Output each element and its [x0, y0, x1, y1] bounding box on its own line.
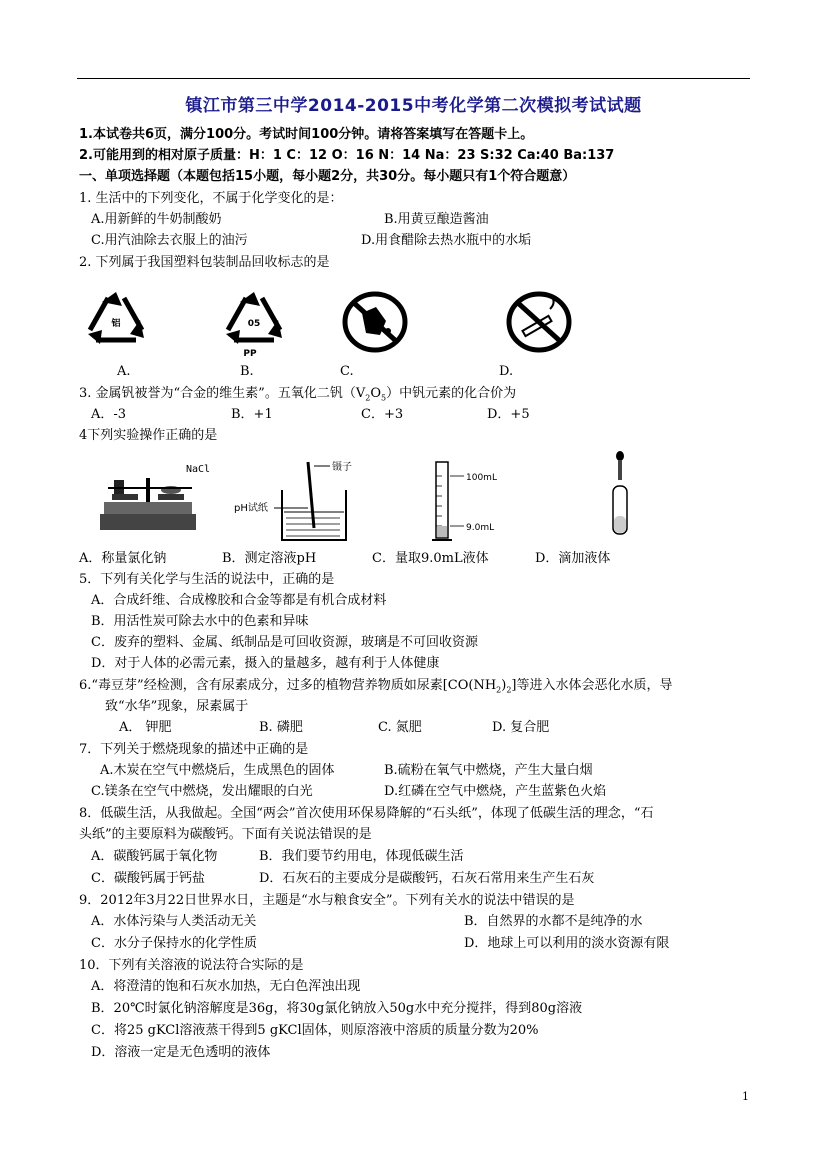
q4-option-b: B．测定溶液pH [222, 551, 317, 566]
q9-stem: 9．2012年3月22日世界水日，主题是“水与粮食安全”。下列有关水的说法中错误的是 [79, 893, 575, 908]
q5-stem: 5．下列有关化学与生活的说法中，正确的是 [79, 572, 335, 587]
q1-option-b: B.用黄豆酿造酱油 [384, 212, 489, 227]
q6-stem: 6.“毒豆芽”经检测，含有尿素成分，过多的植物营养物质如尿素$[CO(NH_2)_2]$等进入水体会恶化水质，导 [79, 678, 673, 695]
ph-test-beaker-icon [234, 456, 354, 542]
q5-option-b: B．用活性炭可除去水中的色素和异味 [91, 614, 309, 629]
q8-option-d: D．石灰石的主要成分是碳酸钙，石灰石常用来生产生石灰 [259, 871, 595, 886]
q7-stem: 7．下列关于燃烧现象的描述中正确的是 [79, 742, 309, 757]
q4-option-c: C．量取9.0mL液体 [372, 551, 489, 566]
q1-option-d: D.用食醋除去热水瓶中的水垢 [361, 233, 532, 248]
q3-option-b: B．+1 [231, 407, 273, 422]
q9-option-a: A．水体污染与人类活动无关 [91, 914, 257, 929]
q8-stem-cont: 头纸”的主要原料为碳酸钙。下面有关说法错误的是 [79, 827, 372, 842]
note-2: 2.可能用到的相对原子质量：H：1 C：12 O：16 N：14 Na：23 S:32 Ca:40 Ba:137 [79, 148, 615, 163]
q2-option-c: C. [340, 364, 354, 379]
page-title: 镇江市第三中学2014-2015中考化学第二次模拟考试试题 [185, 96, 642, 116]
recycle-symbol-aluminum-icon [82, 290, 150, 350]
q3-option-d: D．+5 [487, 407, 530, 422]
q8-option-c: C．碳酸钙属于钙盐 [91, 871, 205, 886]
q8-stem: 8．低碳生活，从我做起。全国“两会”首次使用环保易降解的“石头纸”，体现了低碳生活的理念，“石 [79, 806, 654, 821]
q10-option-a: A．将澄清的饱和石灰水加热，无白色浑浊出现 [91, 979, 361, 994]
q6-option-d: D. 复合肥 [492, 720, 550, 735]
balance-scale-icon [96, 458, 218, 534]
balance-label-nacl: NaCl [186, 464, 211, 475]
page-number: 1 [742, 1090, 749, 1103]
q4-option-a: A．称量氯化钠 [79, 551, 167, 566]
q7-option-c: C.镁条在空气中燃烧，发出耀眼的白光 [91, 784, 313, 799]
recycle-aluminum-label: 铝 [111, 319, 121, 329]
q4-option-d: D．滴加液体 [535, 551, 611, 566]
q10-option-c: C．将25 gKCl溶液蒸干得到5 gKCl固体，则原溶液中溶质的质量分数为20% [91, 1023, 539, 1038]
q6-stem-cont: 致“水华”现象，尿素属于 [105, 699, 249, 714]
recycle-symbol-pp-icon [220, 290, 288, 358]
q10-stem: 10．下列有关溶液的说法符合实际的是 [79, 958, 304, 973]
q3-option-a: A．-3 [91, 407, 127, 422]
note-1: 1.本试卷共6页，满分100分。考试时间100分钟。请将答案填写在答题卡上。 [79, 127, 534, 142]
q6-option-c: C. 氮肥 [378, 720, 422, 735]
recycle-pp-label: PP [243, 349, 257, 358]
q1-option-c: C.用汽油除去衣服上的油污 [91, 233, 248, 248]
q5-option-d: D．对于人体的必需元素，摄入的量越多，越有利于人体健康 [91, 656, 440, 671]
q2-option-d: D. [499, 364, 514, 379]
cylinder-label-100ml: 100mL [466, 473, 497, 483]
q6-option-b: B. 磷肥 [259, 720, 303, 735]
q8-option-a: A．碳酸钙属于氧化物 [91, 849, 218, 864]
q10-option-d: D．溶液一定是无色透明的液体 [91, 1045, 271, 1060]
q9-option-b: B．自然界的水都不是纯净的水 [464, 914, 643, 929]
graduated-cylinder-icon [432, 460, 512, 544]
tweezers-label: 镊子 [332, 462, 352, 473]
q10-option-b: B．20℃时氯化钠溶解度是36g，将30g氯化钠放入50g水中充分搅拌，得到80g溶液 [91, 1001, 583, 1016]
recycle-pp-number: 05 [247, 319, 261, 329]
q4-stem: 4下列实验操作正确的是 [79, 428, 218, 443]
q9-option-c: C．水分子保持水的化学性质 [91, 936, 257, 951]
cylinder-label-9ml: 9.0mL [466, 523, 495, 533]
section-heading: 一、单项选择题（本题包括15小题，每小题2分，共30分。每小题只有1个符合题意） [79, 169, 576, 184]
q7-option-a: A.木炭在空气中燃烧后，生成黑色的固体 [100, 763, 335, 778]
q2-stem: 2. 下列属于我国塑料包装制品回收标志的是 [79, 255, 330, 270]
no-smoking-sign-icon [506, 291, 572, 353]
no-littering-sign-icon [342, 291, 408, 353]
q7-option-d: D.红磷在空气中燃烧，产生蓝紫色火焰 [384, 784, 607, 799]
q1-option-a: A.用新鲜的牛奶制酸奶 [91, 212, 222, 227]
q1-stem: 1. 生活中的下列变化，不属于化学变化的是： [79, 191, 343, 206]
q2-option-a: A. [117, 364, 131, 379]
ph-paper-label: pH试纸 [234, 503, 268, 514]
q5-option-c: C．废弃的塑料、金属、纸制品是可回收资源，玻璃是不可回收资源 [91, 635, 478, 650]
header-rule [77, 78, 750, 79]
q7-option-b: B.硫粉在氧气中燃烧，产生大量白烟 [384, 763, 593, 778]
q9-option-d: D．地球上可以利用的淡水资源有限 [464, 936, 670, 951]
q2-option-b: B. [240, 364, 254, 379]
q8-option-b: B．我们要节约用电，体现低碳生活 [259, 849, 464, 864]
q3-option-c: C．+3 [361, 407, 404, 422]
dropper-test-tube-icon [605, 450, 635, 542]
q6-option-a: A． 钾肥 [119, 720, 172, 735]
q5-option-a: A．合成纤维、合成橡胶和合金等都是有机合成材料 [91, 593, 387, 608]
q3-stem: 3. 金属钒被誉为“合金的维生素”。五氧化二钒$(V_2O_5)$中钒元素的化合价为 [79, 386, 517, 403]
